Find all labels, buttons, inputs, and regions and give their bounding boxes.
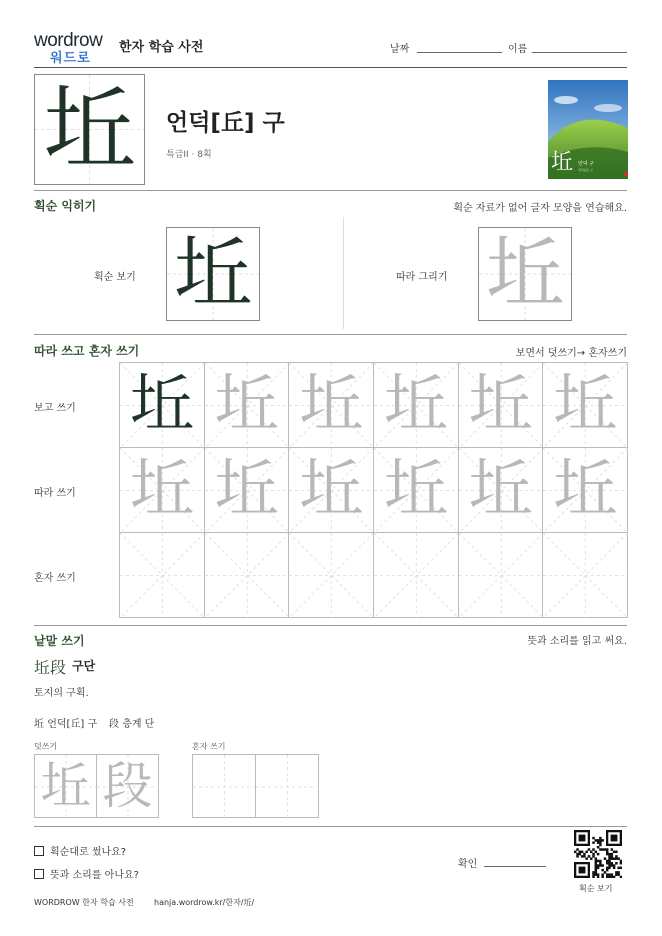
guide-lines bbox=[193, 755, 256, 819]
stroke-trace-label: 따라 그리기 bbox=[396, 272, 448, 283]
word-alone-label: 혼자 쓰기 bbox=[192, 742, 226, 751]
practice-cell[interactable] bbox=[204, 447, 290, 533]
stroke-divider bbox=[343, 217, 344, 329]
footer-url[interactable]: hanja.wordrow.kr/한자/坵/ bbox=[154, 898, 255, 907]
checkbox[interactable] bbox=[34, 869, 44, 879]
stroke-trace-character: 坵 bbox=[485, 229, 564, 319]
name-field[interactable] bbox=[532, 52, 627, 53]
practice-cell[interactable] bbox=[119, 362, 205, 448]
char-gloss-2 bbox=[109, 715, 154, 730]
word-trace-character: 段 bbox=[102, 757, 153, 815]
guide-lines bbox=[459, 533, 544, 618]
word-cell[interactable] bbox=[34, 754, 97, 818]
row-label-trace: 따라 쓰기 bbox=[34, 488, 76, 499]
main-character-box bbox=[34, 74, 145, 185]
guide-lines bbox=[374, 533, 459, 618]
logo-korean: 워드로 bbox=[50, 51, 91, 66]
main-character: 坵 bbox=[43, 75, 136, 183]
word-hanja: 坵段 bbox=[34, 658, 67, 677]
practice-character: 坵 bbox=[214, 368, 279, 442]
thumb-hanja: 坵 bbox=[551, 150, 574, 175]
logo-wordmark: wordrow bbox=[34, 30, 103, 51]
practice-character: 坵 bbox=[468, 368, 533, 442]
practice-cell[interactable] bbox=[288, 447, 374, 533]
practice-cell[interactable] bbox=[542, 447, 628, 533]
char1-hanja: 坵 bbox=[34, 719, 44, 730]
word-trace-label: 덧쓰기 bbox=[34, 742, 58, 751]
word-cell[interactable] bbox=[255, 754, 319, 818]
stroke-trace-box[interactable] bbox=[478, 227, 572, 321]
checklist-label: 획순대로 썼나요? bbox=[50, 847, 127, 858]
practice-character: 坵 bbox=[299, 453, 364, 527]
practice-cell[interactable] bbox=[119, 532, 205, 618]
practice-grid[interactable] bbox=[119, 362, 627, 617]
footer-brand: WORDROW 한자 학습 사전 bbox=[34, 898, 134, 907]
guide-lines bbox=[543, 533, 628, 618]
practice-character: 坵 bbox=[553, 368, 618, 442]
header-title: 한자 학습 사전 bbox=[119, 40, 204, 55]
practice-cell[interactable] bbox=[542, 532, 628, 618]
practice-cell[interactable] bbox=[542, 362, 628, 448]
word-definition: 토지의 구획. bbox=[34, 688, 89, 699]
word-reading: 구단 bbox=[72, 659, 96, 673]
stroke-view-label: 획순 보기 bbox=[94, 272, 136, 283]
level-strokes: 특급II · 8획 bbox=[166, 150, 212, 160]
date-label: 날짜 bbox=[390, 44, 410, 55]
practice-cell[interactable] bbox=[458, 362, 544, 448]
word-cell[interactable] bbox=[192, 754, 256, 818]
char2-hanja: 段 bbox=[109, 719, 119, 730]
practice-character: 坵 bbox=[214, 453, 279, 527]
divider bbox=[34, 625, 627, 626]
practice-character: 坵 bbox=[383, 368, 448, 442]
checkbox[interactable] bbox=[34, 846, 44, 856]
practice-section-note: 보면서 덧쓰기→ 혼자쓰기 bbox=[515, 348, 627, 359]
word-trace-character: 坵 bbox=[40, 757, 91, 815]
thumb-meaning: 언덕[丘] 구 bbox=[578, 168, 593, 172]
divider bbox=[34, 334, 627, 335]
stroke-view-character: 坵 bbox=[173, 229, 252, 319]
character-thumbnail bbox=[548, 80, 628, 179]
stroke-section-title: 획순 익히기 bbox=[34, 199, 97, 213]
divider bbox=[34, 190, 627, 191]
checklist-item-meaning[interactable] bbox=[34, 866, 139, 881]
word-section-title: 낱말 쓰기 bbox=[34, 634, 85, 648]
practice-cell[interactable] bbox=[373, 532, 459, 618]
practice-cell[interactable] bbox=[373, 447, 459, 533]
stroke-section-note: 획순 자료가 없어 글자 모양을 연습해요. bbox=[453, 203, 627, 214]
word-section-note: 뜻과 소리를 읽고 써요. bbox=[527, 636, 627, 647]
date-field[interactable] bbox=[417, 52, 502, 53]
checklist-item-stroke[interactable] bbox=[34, 843, 126, 858]
confirm-label: 확인 bbox=[458, 859, 478, 870]
guide-lines bbox=[256, 755, 319, 819]
practice-cell[interactable] bbox=[458, 532, 544, 618]
word-alone-grid[interactable] bbox=[192, 754, 318, 818]
confirm-field[interactable] bbox=[484, 866, 546, 867]
thumb-sound: 언덕 구 bbox=[578, 161, 595, 167]
qr-code-icon[interactable] bbox=[574, 830, 622, 878]
qr-label: 획순 보기 bbox=[579, 884, 613, 893]
practice-cell[interactable] bbox=[458, 447, 544, 533]
practice-character: 坵 bbox=[129, 453, 194, 527]
divider bbox=[34, 826, 627, 827]
practice-cell[interactable] bbox=[288, 362, 374, 448]
practice-cell[interactable] bbox=[288, 532, 374, 618]
practice-cell[interactable] bbox=[204, 362, 290, 448]
meaning-sound: 언덕[丘] 구 bbox=[166, 110, 285, 136]
name-label: 이름 bbox=[508, 44, 528, 55]
practice-section-title: 따라 쓰고 혼자 쓰기 bbox=[34, 344, 140, 358]
guide-lines bbox=[120, 533, 205, 618]
char-gloss-1 bbox=[34, 715, 97, 730]
char2-gloss: 층계 단 bbox=[122, 719, 155, 730]
practice-cell[interactable] bbox=[119, 447, 205, 533]
practice-cell[interactable] bbox=[373, 362, 459, 448]
header-divider bbox=[34, 67, 627, 68]
practice-cell[interactable] bbox=[204, 532, 290, 618]
char1-gloss: 언덕[丘] 구 bbox=[47, 719, 98, 730]
row-label-see: 보고 쓰기 bbox=[34, 403, 76, 414]
guide-lines bbox=[205, 533, 290, 618]
guide-lines bbox=[289, 533, 374, 618]
qr-code-graphic bbox=[574, 830, 622, 878]
word-trace-grid[interactable] bbox=[34, 754, 158, 818]
stroke-view-box bbox=[166, 227, 260, 321]
practice-character: 坵 bbox=[468, 453, 533, 527]
practice-character: 坵 bbox=[299, 368, 364, 442]
row-label-alone: 혼자 쓰기 bbox=[34, 573, 76, 584]
practice-character: 坵 bbox=[383, 453, 448, 527]
practice-character: 坵 bbox=[553, 453, 618, 527]
word-cell[interactable] bbox=[96, 754, 159, 818]
checklist-label: 뜻과 소리를 아나요? bbox=[50, 870, 139, 881]
practice-character: 坵 bbox=[129, 368, 194, 442]
